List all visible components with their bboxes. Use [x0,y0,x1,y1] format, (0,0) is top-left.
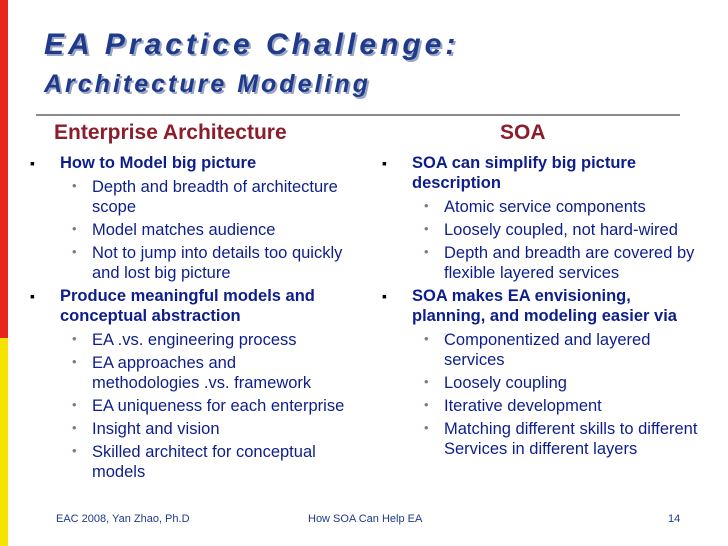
dot-bullet-icon: • [72,354,77,369]
bullet-text: EA uniqueness for each enterprise [92,397,345,415]
slide-title-line2: Architecture Modeling [44,70,371,98]
bullet-text: Model matches audience [92,221,276,239]
sub-bullet-item [28,442,346,482]
bullet-text: SOA can simplify big picture description [412,154,637,192]
bullet-item [380,286,700,326]
sub-bullet-item [380,197,700,217]
sub-bullet-item [380,330,700,370]
dot-bullet-icon: • [424,221,429,236]
bullet-text: Depth and breadth are covered by flexible layered services [444,244,695,282]
bullet-item [28,153,346,173]
sub-bullet-item [28,330,346,350]
bullet-text: Produce meaningful models and conceptual abstraction [60,287,315,325]
sub-bullet-item [380,419,700,459]
square-bullet-icon: ▪ [30,155,35,171]
bullet-item [28,286,346,326]
dot-bullet-icon: • [424,374,429,389]
sub-bullet-item [28,220,346,240]
bullet-text: Componentized and layered services [444,331,651,369]
bullet-text: EA approaches and methodologies .vs. framework [92,354,312,392]
bullet-text: How to Model big picture [60,154,257,172]
bullet-text: Atomic service components [444,198,646,216]
right-bullet-list [380,153,700,462]
decorative-yellow-bar [0,338,8,546]
sub-bullet-item [28,419,346,439]
bullet-text: Not to jump into details too quickly and lost big picture [92,244,343,282]
bullet-text: Skilled architect for conceptual models [92,443,316,481]
dot-bullet-icon: • [72,331,77,346]
dot-bullet-icon: • [72,178,77,193]
title-divider [36,114,680,116]
square-bullet-icon: ▪ [382,155,387,171]
dot-bullet-icon: • [72,244,77,259]
sub-bullet-item [28,243,346,283]
left-column-heading: Enterprise Architecture [54,121,287,144]
sub-bullet-item [28,177,346,217]
bullet-text: EA .vs. engineering process [92,331,297,349]
right-column-heading: SOA [500,121,546,144]
dot-bullet-icon: • [424,198,429,213]
left-bullet-list [28,153,346,485]
bullet-text: SOA makes EA envisioning, planning, and modeling easier via [412,287,677,325]
dot-bullet-icon: • [424,244,429,259]
dot-bullet-icon: • [424,420,429,435]
footer-author: EAC 2008, Yan Zhao, Ph.D [56,513,190,525]
sub-bullet-item [380,243,700,283]
sub-bullet-item [28,353,346,393]
square-bullet-icon: ▪ [382,288,387,304]
sub-bullet-item [380,220,700,240]
bullet-text: Depth and breadth of architecture scope [92,178,338,216]
sub-bullet-item [380,373,700,393]
bullet-item [380,153,700,193]
footer-page-number: 14 [668,513,681,525]
footer-topic: How SOA Can Help EA [308,513,423,525]
bullet-text: Iterative development [444,397,602,415]
bullet-text: Loosely coupled, not hard-wired [444,221,678,239]
bullet-text: Matching different skills to different Services in different layers [444,420,698,458]
sub-bullet-item [380,396,700,416]
dot-bullet-icon: • [72,221,77,236]
dot-bullet-icon: • [424,397,429,412]
sub-bullet-item [28,396,346,416]
bullet-text: Loosely coupling [444,374,567,392]
dot-bullet-icon: • [72,397,77,412]
decorative-red-bar [0,0,8,338]
bullet-text: Insight and vision [92,420,220,438]
dot-bullet-icon: • [424,331,429,346]
dot-bullet-icon: • [72,443,77,458]
dot-bullet-icon: • [72,420,77,435]
slide-title-line1: EA Practice Challenge: [44,28,460,61]
square-bullet-icon: ▪ [30,288,35,304]
